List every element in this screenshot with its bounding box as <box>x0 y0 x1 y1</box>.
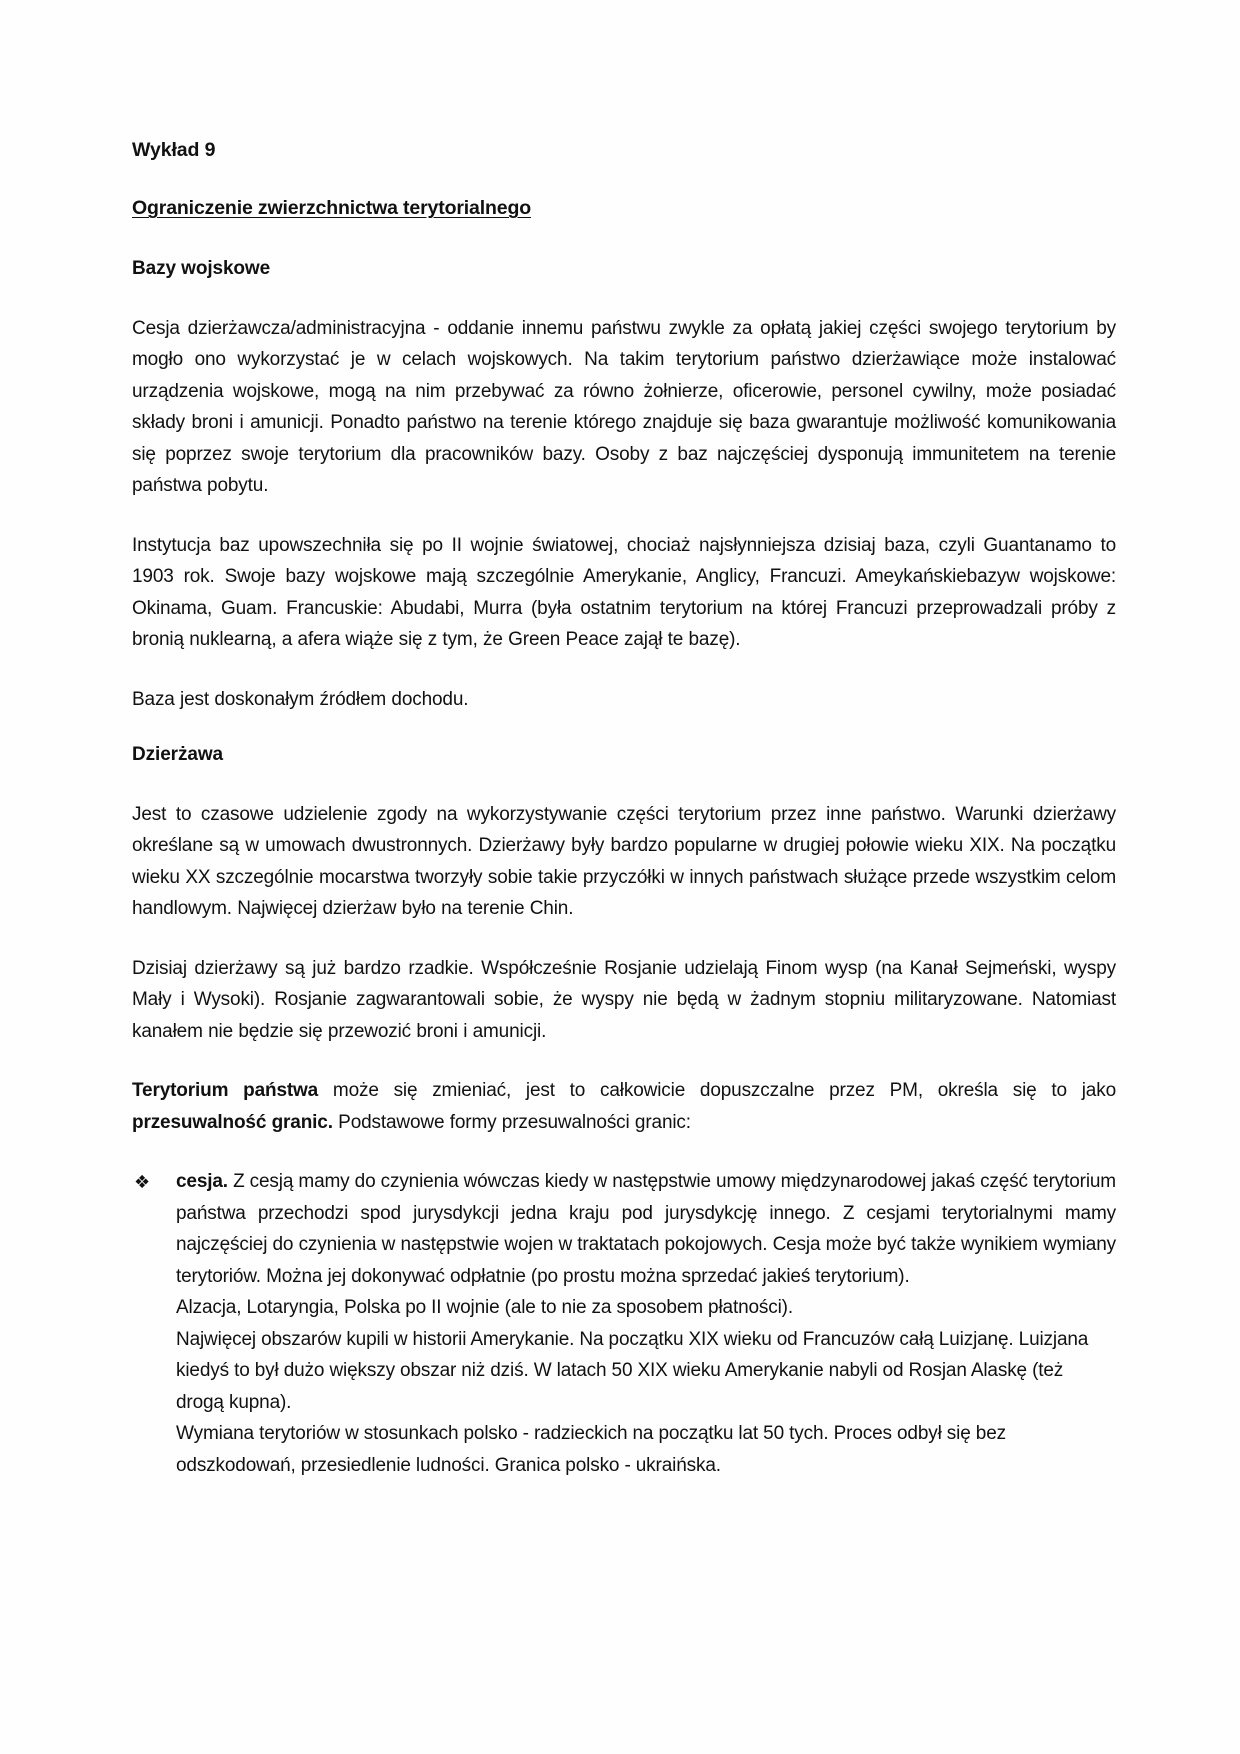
subheading-bazy-wojskowe: Bazy wojskowe <box>132 257 271 279</box>
paragraph-cesja-dzierzawcza: Cesja dzierżawcza/administracyjna - oddanie innemu państwu zwykle za opłatą jakiej części swojego terytorium by mogło ono wykorzystać je w celach wojskowych. Na takim terytorium państwo dzierżawiące może instalować urządzenia wojskowe, mogą na nim przebywać za równo żołnierze, oficerowie, personel cywilny, może posiadać składy broni i amunicji. Ponadto państwo na terenie którego znajduje się baza gwarantuje możliwość komunikowania się poprzez swoje terytorium dla pracowników bazy. Osoby z baz najczęściej dysponują immunitetem na terenie państwa pobytu. <box>132 317 1116 496</box>
bullet-cesja-text <box>176 1166 1116 1292</box>
bullet-cesja-subline-3: Wymiana terytoriów w stosunkach polsko - radzieckich na początku lat 50 tych. Proces odbył się bez odszkodowań, przesiedlenie ludności. Granica polsko - ukraińska. <box>176 1423 1006 1476</box>
paragraph-terytorium-panstwa <box>132 1075 1116 1138</box>
paragraph-instytucja-baz: Instytucja baz upowszechniła się po II wojnie światowej, chociaż najsłynniejsza dzisiaj baza, czyli Guantanamo to 1903 rok. Swoje bazy wojskowe mają szczególnie Amerykanie, Anglicy, Francuzi. Ameykańskiebazyw wojskowe: Okinama, Guam. Francuskie: Abudabi, Murra (była ostatnim terytorium na której Francuzi przeprowadzali próby z bronią nuklearną, a afera wiąże się z tym, że Green Peace zajął te bazę). <box>132 534 1116 650</box>
przesuwalnosc-granic-bold: przesuwalność granic. <box>132 1111 333 1133</box>
subheading-dzierzawa: Dzierżawa <box>132 744 223 765</box>
document-body <box>132 138 1116 1481</box>
paragraph-baza-dochod: Baza jest doskonałym źródłem dochodu. <box>132 688 469 710</box>
forms-list <box>132 1166 1116 1481</box>
bullet-cesja-lead-bold: cesja. <box>176 1171 228 1193</box>
terytorium-panstwa-text-1: może się zmieniać, jest to całkowicie dopuszczalne przez PM, określa się to jako <box>318 1080 1116 1102</box>
terytorium-panstwa-text-2: Podstawowe formy przesuwalności granic: <box>332 1111 691 1133</box>
bullet-cesja-subline-2: Najwięcej obszarów kupili w historii Amerykanie. Na początku XIX wieku od Francuzów całą Luizjanę. Luizjana kiedyś to był dużo większy obszar niż dziś. W latach 50 XIX wieku Amerykanie nabyli od Rosjan Alaskę (też drogą kupna). <box>176 1328 1089 1413</box>
paragraph-dzierzawa-definicja: Jest to czasowe udzielenie zgody na wykorzystywanie części terytorium przez inne państwo. Warunki dzierżawy określane są w umowach dwustronnych. Dzierżawy były bardzo popularne w drugiej połowie wieku XIX. Na początku wieku XX szczególnie mocarstwa tworzyły sobie takie przyczółki w innych państwach służące przede wszystkim celom handlowym. Najwięcej dzierżaw było na terenie Chin. <box>132 803 1116 920</box>
diamond-bullet-icon: ❖ <box>134 1172 151 1193</box>
bullet-cesja-body: Z cesją mamy do czynienia wówczas kiedy w następstwie umowy międzynarodowej jakaś część terytorium państwa przechodzi spod jurysdykcji jedna kraju pod jurysdykcję innego. Z cesjami terytorialnymi mamy najczęściej do czynienia w następstwie wojen w traktatach pokojowych. Cesja może być także wynikiem wymiany terytoriów. Można jej dokonywać odpłatnie (po prostu można sprzedać jakieś terytorium). <box>176 1171 1116 1287</box>
terytorium-panstwa-bold: Terytorium państwa <box>132 1080 319 1102</box>
paragraph-dzisiaj-dzierzawy: Dzisiaj dzierżawy są już bardzo rzadkie. Współcześnie Rosjanie udzielają Finom wysp (na Kanał Sejmeński, wyspy Mały i Wysoki). Rosjanie zagwarantowali sobie, że wyspy nie będą w żadnym stopniu militaryzowane. Natomiast kanałem nie będzie się przewozić broni i amunicji. <box>132 957 1116 1042</box>
bullet-cesja-subline-1: Alzacja, Lotaryngia, Polska po II wojnie (ale to nie za sposobem płatności). <box>176 1297 793 1319</box>
section-heading: Ograniczenie zwierzchnictwa terytorialnego <box>132 197 531 220</box>
page-title: Wykład 9 <box>132 139 216 161</box>
list-item <box>132 1166 1116 1481</box>
